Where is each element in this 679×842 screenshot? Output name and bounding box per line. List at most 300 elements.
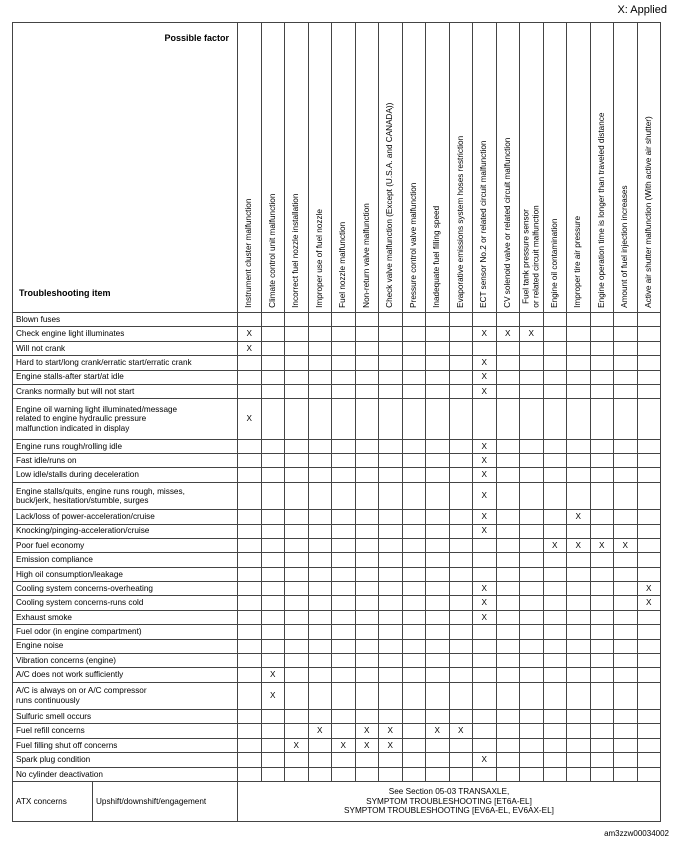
empty-cell — [308, 610, 332, 624]
empty-cell — [238, 682, 262, 709]
empty-cell — [308, 341, 332, 355]
empty-cell — [520, 753, 544, 767]
empty-cell — [238, 384, 262, 398]
empty-cell — [637, 356, 661, 370]
troubleshooting-item-line: Fuel filling shut off concerns — [16, 740, 118, 750]
empty-cell — [567, 327, 591, 341]
empty-cell — [567, 341, 591, 355]
column-header-line: Instrument cluster malfunction — [244, 198, 254, 308]
empty-cell — [402, 510, 426, 524]
empty-cell — [614, 653, 638, 667]
empty-cell — [520, 313, 544, 327]
empty-cell — [637, 724, 661, 738]
empty-cell — [426, 710, 450, 724]
column-header-line: Evaporative emissions system hoses restriction — [455, 135, 465, 308]
empty-cell — [614, 567, 638, 581]
empty-cell — [637, 524, 661, 538]
empty-cell — [449, 610, 473, 624]
empty-cell — [637, 682, 661, 709]
empty-cell — [520, 567, 544, 581]
empty-cell — [449, 553, 473, 567]
troubleshooting-item — [13, 399, 238, 439]
applied-mark: X — [567, 510, 591, 524]
troubleshooting-item — [13, 767, 238, 782]
empty-cell — [332, 510, 356, 524]
empty-cell — [308, 625, 332, 639]
empty-cell — [520, 625, 544, 639]
empty-cell — [308, 524, 332, 538]
empty-cell — [567, 767, 591, 782]
column-header-line: CV solenoid valve or related circuit malfunction — [502, 137, 512, 308]
empty-cell — [567, 439, 591, 453]
column-header-line: Active air shutter malfunction (With active air shutter) — [643, 116, 653, 308]
table-row — [13, 482, 661, 509]
empty-cell — [285, 653, 309, 667]
troubleshooting-item — [13, 724, 238, 738]
empty-cell — [332, 710, 356, 724]
empty-cell — [379, 639, 403, 653]
empty-cell — [567, 482, 591, 509]
table-row — [13, 454, 661, 468]
empty-cell — [543, 753, 567, 767]
empty-cell — [543, 468, 567, 482]
empty-cell — [261, 738, 285, 752]
see-section-line: SYMPTOM TROUBLESHOOTING [ET6A-EL] — [366, 796, 532, 806]
empty-cell — [567, 753, 591, 767]
empty-cell — [614, 384, 638, 398]
empty-cell — [543, 639, 567, 653]
troubleshooting-item — [13, 313, 238, 327]
empty-cell — [520, 724, 544, 738]
empty-cell — [285, 356, 309, 370]
applied-mark: X — [473, 482, 497, 509]
empty-cell — [590, 313, 614, 327]
see-section-line: See Section 05-03 TRANSAXLE, — [388, 787, 510, 797]
empty-cell — [238, 524, 262, 538]
troubleshooting-item — [13, 524, 238, 538]
empty-cell — [520, 439, 544, 453]
empty-cell — [238, 610, 262, 624]
empty-cell — [496, 482, 520, 509]
empty-cell — [449, 710, 473, 724]
table-row — [13, 538, 661, 552]
applied-mark: X — [473, 610, 497, 624]
empty-cell — [332, 668, 356, 682]
empty-cell — [449, 738, 473, 752]
table-row — [13, 596, 661, 610]
troubleshooting-item — [13, 682, 238, 709]
empty-cell — [473, 639, 497, 653]
applied-mark: X — [261, 668, 285, 682]
empty-cell — [590, 384, 614, 398]
applied-mark: X — [473, 439, 497, 453]
empty-cell — [261, 399, 285, 439]
empty-cell — [355, 384, 379, 398]
column-header — [261, 23, 285, 313]
empty-cell — [590, 753, 614, 767]
empty-cell — [637, 399, 661, 439]
empty-cell — [332, 341, 356, 355]
troubleshooting-item-line: Fast idle/runs on — [16, 455, 77, 465]
table-row — [13, 724, 661, 738]
empty-cell — [637, 454, 661, 468]
applied-mark: X — [426, 724, 450, 738]
empty-cell — [332, 356, 356, 370]
empty-cell — [567, 710, 591, 724]
header-corner — [13, 23, 238, 313]
table-row — [13, 399, 661, 439]
empty-cell — [402, 454, 426, 468]
empty-cell — [614, 341, 638, 355]
table-row — [13, 341, 661, 355]
troubleshooting-item-line: Engine stalls-after start/at idle — [16, 372, 124, 382]
empty-cell — [238, 482, 262, 509]
empty-cell — [285, 682, 309, 709]
empty-cell — [402, 738, 426, 752]
empty-cell — [520, 596, 544, 610]
empty-cell — [473, 399, 497, 439]
column-header-line: Climate control unit malfunction — [267, 193, 277, 308]
column-header — [473, 23, 497, 313]
column-header — [285, 23, 309, 313]
table-row — [13, 384, 661, 398]
empty-cell — [379, 313, 403, 327]
empty-cell — [449, 313, 473, 327]
empty-cell — [285, 454, 309, 468]
empty-cell — [238, 653, 262, 667]
column-header-text — [550, 219, 560, 308]
troubleshooting-item — [13, 596, 238, 610]
empty-cell — [426, 468, 450, 482]
empty-cell — [567, 668, 591, 682]
troubleshooting-item-line: Cranks normally but will not start — [16, 386, 135, 396]
empty-cell — [308, 439, 332, 453]
empty-cell — [379, 327, 403, 341]
empty-cell — [308, 639, 332, 653]
empty-cell — [238, 767, 262, 782]
empty-cell — [590, 482, 614, 509]
applied-mark: X — [614, 538, 638, 552]
troubleshooting-item — [13, 738, 238, 752]
empty-cell — [402, 753, 426, 767]
table-row — [13, 625, 661, 639]
column-header-text — [644, 116, 654, 308]
empty-cell — [590, 767, 614, 782]
applied-mark: X — [238, 341, 262, 355]
empty-cell — [496, 753, 520, 767]
empty-cell — [426, 668, 450, 682]
troubleshooting-item-line: Engine noise — [16, 641, 64, 651]
empty-cell — [496, 724, 520, 738]
empty-cell — [426, 582, 450, 596]
empty-cell — [449, 639, 473, 653]
empty-cell — [614, 753, 638, 767]
empty-cell — [285, 668, 309, 682]
troubleshooting-item-line: Poor fuel economy — [16, 540, 85, 550]
table-row — [13, 682, 661, 709]
empty-cell — [355, 370, 379, 384]
empty-cell — [379, 767, 403, 782]
empty-cell — [543, 524, 567, 538]
empty-cell — [261, 753, 285, 767]
troubleshooting-item — [13, 567, 238, 581]
applied-mark: X — [473, 370, 497, 384]
column-header-text — [338, 222, 348, 308]
applied-mark: X — [308, 724, 332, 738]
empty-cell — [308, 553, 332, 567]
empty-cell — [520, 767, 544, 782]
empty-cell — [590, 596, 614, 610]
empty-cell — [379, 341, 403, 355]
empty-cell — [308, 370, 332, 384]
troubleshooting-item — [13, 639, 238, 653]
empty-cell — [308, 510, 332, 524]
empty-cell — [285, 399, 309, 439]
column-header-text — [315, 209, 325, 308]
empty-cell — [261, 625, 285, 639]
empty-cell — [308, 356, 332, 370]
empty-cell — [614, 625, 638, 639]
empty-cell — [567, 639, 591, 653]
empty-cell — [496, 682, 520, 709]
empty-cell — [308, 454, 332, 468]
applied-mark: X — [473, 596, 497, 610]
table-row — [13, 524, 661, 538]
empty-cell — [355, 510, 379, 524]
empty-cell — [355, 524, 379, 538]
column-header-text — [409, 183, 419, 308]
empty-cell — [543, 356, 567, 370]
empty-cell — [308, 538, 332, 552]
empty-cell — [355, 610, 379, 624]
empty-cell — [637, 370, 661, 384]
empty-cell — [426, 439, 450, 453]
empty-cell — [261, 582, 285, 596]
empty-cell — [402, 639, 426, 653]
troubleshooting-item-line: A/C does not work sufficiently — [16, 670, 124, 680]
empty-cell — [238, 313, 262, 327]
empty-cell — [285, 767, 309, 782]
empty-cell — [590, 738, 614, 752]
column-header-text — [597, 113, 607, 308]
empty-cell — [238, 625, 262, 639]
empty-cell — [520, 468, 544, 482]
troubleshooting-item-line: Knocking/pinging-acceleration/cruise — [16, 526, 150, 536]
empty-cell — [261, 327, 285, 341]
column-header-text — [522, 206, 542, 308]
empty-cell — [543, 610, 567, 624]
empty-cell — [637, 767, 661, 782]
table-row — [13, 313, 661, 327]
applied-mark: X — [496, 327, 520, 341]
empty-cell — [285, 710, 309, 724]
column-header-text — [456, 136, 466, 308]
table-row — [13, 553, 661, 567]
empty-cell — [520, 538, 544, 552]
empty-cell — [426, 567, 450, 581]
empty-cell — [402, 596, 426, 610]
empty-cell — [543, 767, 567, 782]
empty-cell — [402, 567, 426, 581]
column-header — [590, 23, 614, 313]
applied-mark: X — [285, 738, 309, 752]
empty-cell — [496, 567, 520, 581]
empty-cell — [520, 682, 544, 709]
empty-cell — [473, 668, 497, 682]
applied-mark: X — [637, 596, 661, 610]
empty-cell — [614, 767, 638, 782]
column-header — [637, 23, 661, 313]
empty-cell — [567, 567, 591, 581]
empty-cell — [567, 553, 591, 567]
empty-cell — [332, 370, 356, 384]
troubleshooting-item-line: Lack/loss of power-acceleration/cruise — [16, 512, 155, 522]
empty-cell — [379, 582, 403, 596]
empty-cell — [543, 482, 567, 509]
empty-cell — [379, 356, 403, 370]
column-header — [520, 23, 544, 313]
empty-cell — [637, 710, 661, 724]
troubleshooting-table — [12, 22, 661, 822]
applied-mark: X — [567, 538, 591, 552]
empty-cell — [543, 399, 567, 439]
column-header-line: Pressure control valve malfunction — [408, 182, 418, 308]
empty-cell — [449, 653, 473, 667]
empty-cell — [402, 482, 426, 509]
see-section-line: SYMPTOM TROUBLESHOOTING [EV6A-EL, EV6AX-EL] — [344, 806, 554, 816]
empty-cell — [543, 439, 567, 453]
empty-cell — [567, 625, 591, 639]
see-section-reference — [238, 782, 661, 822]
empty-cell — [637, 610, 661, 624]
empty-cell — [473, 653, 497, 667]
empty-cell — [261, 482, 285, 509]
troubleshooting-item — [13, 668, 238, 682]
empty-cell — [449, 767, 473, 782]
empty-cell — [520, 610, 544, 624]
empty-cell — [543, 510, 567, 524]
empty-cell — [332, 439, 356, 453]
empty-cell — [496, 596, 520, 610]
empty-cell — [426, 341, 450, 355]
empty-cell — [543, 454, 567, 468]
legend-applied: X: Applied — [617, 4, 667, 16]
empty-cell — [379, 384, 403, 398]
empty-cell — [543, 682, 567, 709]
empty-cell — [285, 753, 309, 767]
empty-cell — [449, 327, 473, 341]
empty-cell — [402, 370, 426, 384]
empty-cell — [402, 384, 426, 398]
empty-cell — [496, 439, 520, 453]
empty-cell — [402, 653, 426, 667]
table-row — [13, 753, 661, 767]
applied-mark: X — [473, 384, 497, 398]
empty-cell — [379, 482, 403, 509]
empty-cell — [285, 724, 309, 738]
troubleshooting-item-line: Engine runs rough/rolling idle — [16, 441, 123, 451]
empty-cell — [355, 625, 379, 639]
empty-cell — [355, 753, 379, 767]
empty-cell — [332, 682, 356, 709]
column-header-text — [244, 199, 254, 308]
empty-cell — [543, 668, 567, 682]
empty-cell — [590, 625, 614, 639]
empty-cell — [496, 639, 520, 653]
empty-cell — [402, 668, 426, 682]
empty-cell — [308, 653, 332, 667]
empty-cell — [520, 399, 544, 439]
empty-cell — [355, 468, 379, 482]
empty-cell — [238, 668, 262, 682]
applied-mark: X — [355, 724, 379, 738]
empty-cell — [449, 454, 473, 468]
empty-cell — [449, 596, 473, 610]
empty-cell — [355, 356, 379, 370]
empty-cell — [614, 668, 638, 682]
empty-cell — [332, 468, 356, 482]
empty-cell — [426, 596, 450, 610]
empty-cell — [355, 454, 379, 468]
empty-cell — [332, 399, 356, 439]
empty-cell — [590, 341, 614, 355]
empty-cell — [426, 767, 450, 782]
empty-cell — [238, 510, 262, 524]
troubleshooting-item-line: A/C is always on or A/C compressor — [16, 686, 147, 696]
empty-cell — [590, 653, 614, 667]
table-row — [13, 710, 661, 724]
empty-cell — [567, 468, 591, 482]
empty-cell — [614, 356, 638, 370]
empty-cell — [496, 384, 520, 398]
empty-cell — [567, 738, 591, 752]
empty-cell — [637, 553, 661, 567]
empty-cell — [449, 468, 473, 482]
empty-cell — [308, 767, 332, 782]
troubleshooting-item — [13, 610, 238, 624]
empty-cell — [567, 724, 591, 738]
empty-cell — [637, 341, 661, 355]
empty-cell — [590, 582, 614, 596]
empty-cell — [637, 538, 661, 552]
empty-cell — [238, 468, 262, 482]
troubleshooting-item-label: Troubleshooting item — [19, 287, 111, 298]
empty-cell — [332, 538, 356, 552]
empty-cell — [261, 524, 285, 538]
empty-cell — [590, 610, 614, 624]
empty-cell — [637, 439, 661, 453]
table-row — [13, 610, 661, 624]
troubleshooting-item — [13, 384, 238, 398]
table-row — [13, 370, 661, 384]
empty-cell — [520, 482, 544, 509]
empty-cell — [520, 510, 544, 524]
empty-cell — [285, 567, 309, 581]
column-header-text — [432, 206, 442, 308]
empty-cell — [496, 313, 520, 327]
troubleshooting-item-line: Fuel refill concerns — [16, 726, 85, 736]
empty-cell — [426, 538, 450, 552]
empty-cell — [496, 653, 520, 667]
empty-cell — [637, 625, 661, 639]
empty-cell — [614, 510, 638, 524]
empty-cell — [567, 384, 591, 398]
empty-cell — [308, 313, 332, 327]
empty-cell — [261, 653, 285, 667]
applied-mark: X — [520, 327, 544, 341]
empty-cell — [379, 399, 403, 439]
troubleshooting-item — [13, 341, 238, 355]
